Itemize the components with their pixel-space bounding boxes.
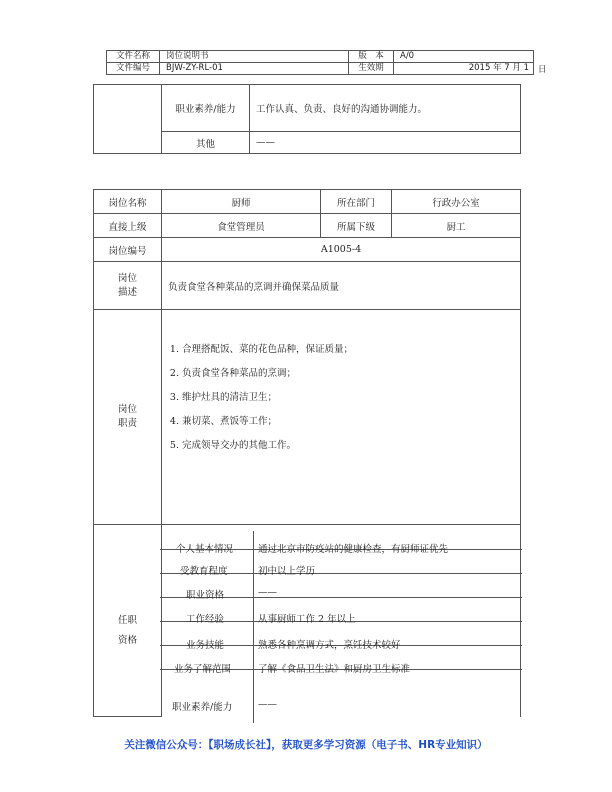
job-desc-label-line2: 描述 [117, 286, 137, 298]
job-code-label: 岗位编号 [94, 238, 162, 262]
other-label: 其他 [162, 132, 250, 154]
other-value: —— [250, 132, 521, 154]
qual-label [94, 525, 162, 717]
dept-value: 行政办公室 [392, 190, 521, 214]
qual-item-label: 业务技能 [186, 640, 225, 651]
qual-label-line1: 任职 [117, 614, 137, 626]
duty-item: 4. 兼切菜、煮饭等工作； [182, 416, 520, 428]
qual-item-label: 业务了解范围 [174, 664, 232, 675]
superior-value: 食堂管理员 [162, 214, 321, 238]
qual-label-line2: 资格 [117, 634, 137, 646]
superior-label: 直接上级 [94, 214, 162, 238]
duty-item: 2. 负责食堂各种菜品的烹调； [182, 368, 520, 380]
effective-unit: 日 [538, 65, 547, 75]
previous-section-table [93, 84, 521, 154]
effective-value: 2015 年 7 月 1 [394, 63, 534, 75]
blank-cell [94, 85, 162, 154]
file-no-label: 文件编号 [107, 63, 160, 75]
duty-item: 1. 合理搭配饭、菜的花色品种，保证质量； [182, 344, 520, 356]
job-code-value: A1005-4 [162, 238, 521, 262]
qual-item-label: 职业素养/能力 [172, 702, 233, 713]
qual-item-value: 熟悉各种烹调方式，烹饪技术较好 [258, 640, 401, 651]
duty-list [164, 344, 520, 452]
qual-item-value: 通过北京市防疫站的健康检查，有厨师证优先 [258, 544, 449, 555]
version-value: A/0 [394, 51, 534, 63]
subordinate-label: 所属下级 [321, 214, 392, 238]
ability-label: 职业素养/能力 [162, 85, 250, 132]
job-title-value: 厨师 [162, 190, 321, 214]
effective-label: 生效期 [349, 63, 394, 75]
ability-value: 工作认真、负责、良好的沟通协调能力。 [250, 85, 521, 132]
dept-label: 所在部门 [321, 190, 392, 214]
qual-item-value: 初中以上学历 [258, 566, 316, 577]
job-desc-label [94, 262, 162, 310]
duty-label [94, 310, 162, 525]
duty-label-line1: 岗位 [117, 404, 137, 415]
file-name-label: 文件名称 [107, 51, 160, 63]
qual-item-label: 职业资格 [186, 590, 225, 601]
qual-item-label: 个人基本情况 [176, 544, 234, 555]
qual-divider [253, 531, 254, 723]
duty-item: 3. 维护灶具的清洁卫生； [182, 392, 520, 404]
duty-list-cell [162, 310, 521, 525]
document-header [106, 50, 534, 75]
job-title-label: 岗位名称 [94, 190, 162, 214]
duty-item: 5. 完成领导交办的其他工作。 [182, 440, 520, 452]
file-no-value: BJW-ZY-RL-01 [160, 63, 349, 75]
version-label: 版 本 [349, 51, 394, 63]
qual-item-value: —— [258, 699, 277, 710]
job-desc-label-line1: 岗位 [117, 272, 137, 284]
duty-label-line2: 职责 [117, 418, 137, 429]
qual-item-label: 工作经验 [186, 614, 225, 625]
subordinate-value: 厨工 [392, 214, 521, 238]
qual-grid [160, 531, 522, 723]
footer-promo: 关注微信公众号：【职场成长社】，获取更多学习资源（电子书、HR专业知识） [124, 739, 488, 751]
qual-item-value: 从事厨师工作 2 年以上 [258, 614, 356, 625]
job-desc-value: 负责食堂各种菜品的烹调并确保菜品质量 [162, 262, 521, 310]
qual-item-label: 受教育程度 [180, 566, 228, 577]
qual-item-value: —— [258, 587, 277, 598]
file-name-value: 岗位说明书 [160, 51, 349, 63]
qual-item-value: 了解《食品卫生法》和厨房卫生标准 [258, 664, 411, 675]
